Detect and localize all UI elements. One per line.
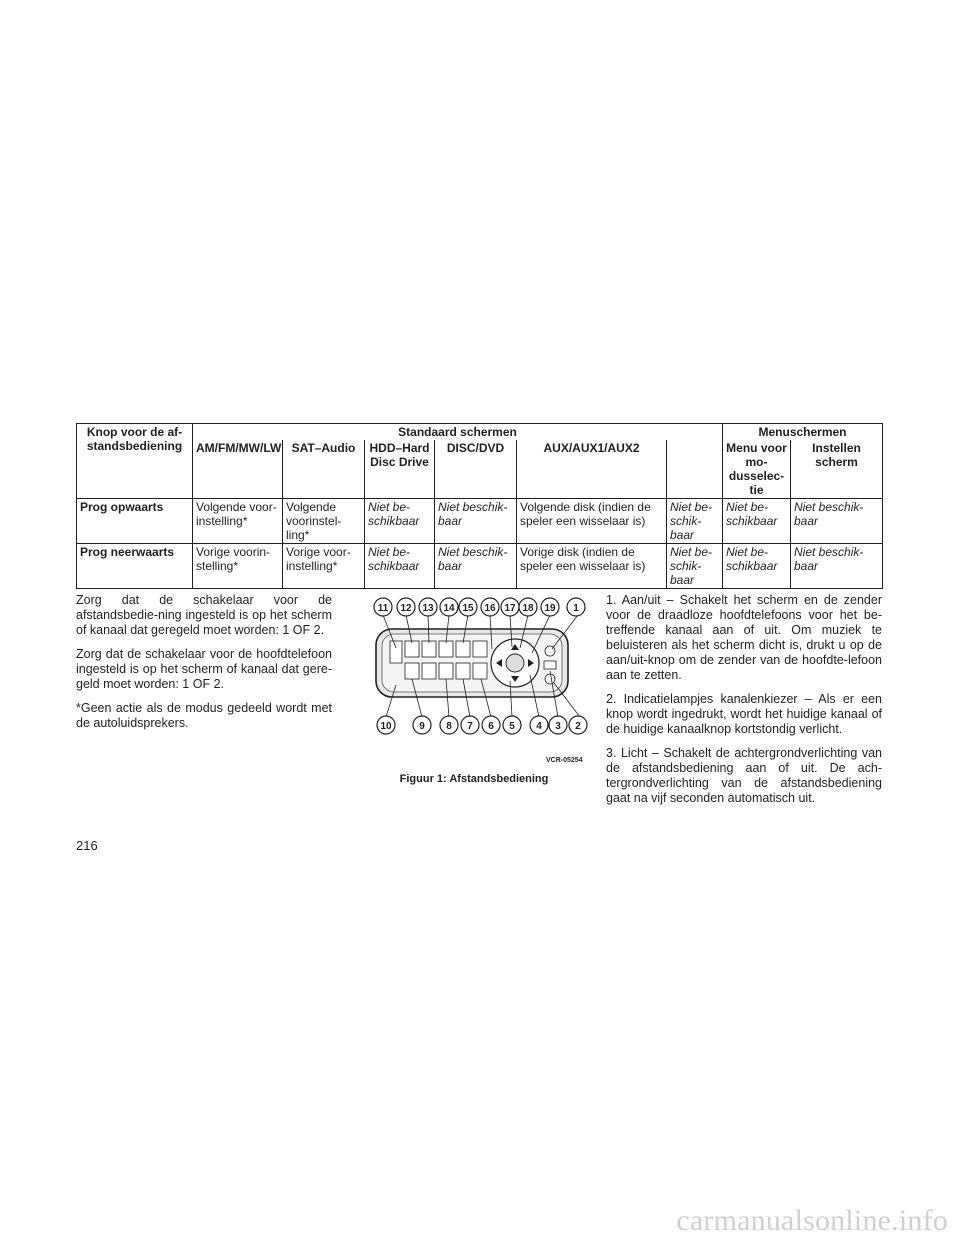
column-header: AM/FM/MW/LW	[193, 440, 283, 499]
callout-number: 5	[509, 721, 515, 732]
callout-number: 1	[573, 603, 579, 614]
paragraph: Zorg dat de schakelaar voor de hoofdtelefoon ingesteld is op het scherm of kanaal dat gere-geld moet worden: 1 OF 2.	[76, 647, 332, 691]
table-cell: Niet be-schikbaar	[723, 499, 791, 544]
table-cell: Vorige voor-instelling*	[283, 544, 365, 589]
table-cell: Vorige disk (indien de speler een wisselaar is)	[517, 544, 667, 589]
table-cell: Niet be-schikbaar	[723, 544, 791, 589]
callout-number: 8	[446, 721, 452, 732]
table-cell: Volgende disk (indien de speler een wisselaar is)	[517, 499, 667, 544]
table-row	[77, 544, 883, 589]
row-label: Prog neerwaarts	[77, 544, 193, 589]
table-cell: Vorige voorin-stelling*	[193, 544, 283, 589]
callout-number: 6	[488, 721, 494, 732]
callout-number: 13	[422, 603, 434, 614]
table-cell: Niet be-schik-baar	[667, 499, 723, 544]
callout-number: 12	[400, 603, 412, 614]
table-cell: Niet beschik-baar	[791, 499, 883, 544]
callout-number: 2	[575, 721, 581, 732]
callout-number: 11	[377, 603, 389, 614]
right-column-text	[606, 593, 882, 815]
paragraph: 2. Indicatielampjes kanalenkiezer – Als er een knop wordt ingedrukt, wordt het huidige kanaal of de huidige kanaalknop kortstondig verlicht.	[606, 692, 882, 736]
column-header	[667, 440, 723, 499]
paragraph: 1. Aan/uit – Schakelt het scherm en de zender voor de draadloze hoofdtelefoons voor het be-treffende kanaal aan of uit. Om muziek te beluisteren als het scherm dicht is, drukt u op de aan/uit-knop om de zender van de hoofdte-lefoon aan te zetten.	[606, 593, 882, 682]
paragraph: *Geen actie als de modus gedeeld wordt met de autoluidsprekers.	[76, 701, 332, 730]
callout-number: 16	[484, 603, 496, 614]
column-header: HDD–Hard Disc Drive	[365, 440, 435, 499]
table-cell: Niet be-schikbaar	[365, 544, 435, 589]
watermark: carmanualsonline.info	[676, 1204, 948, 1237]
column-header: Instellen scherm	[791, 440, 883, 499]
paragraph: 3. Licht – Schakelt de achtergrondverlichting van de afstandsbediening aan of uit. De ach-tergrondverlichting van de afstandsbediening gaat na vijf seconden automatisch uit.	[606, 746, 882, 805]
row-header-label: Knop voor de af-standsbediening	[77, 424, 193, 499]
callout-number: 17	[504, 603, 516, 614]
table-cell: Niet beschik-baar	[791, 544, 883, 589]
callout-number: 15	[462, 603, 474, 614]
table-cell: Niet beschik-baar	[435, 544, 517, 589]
remote-function-table	[76, 423, 883, 589]
callout-number: 19	[544, 603, 556, 614]
table-cell: Niet be-schikbaar	[365, 499, 435, 544]
column-header: Menu voor mo-dusselec-tie	[723, 440, 791, 499]
group-menu-header: Menuschermen	[723, 424, 883, 441]
left-column-text	[76, 593, 332, 740]
column-header: DISC/DVD	[435, 440, 517, 499]
callout-number: 3	[555, 721, 561, 732]
callout-number: 9	[419, 721, 425, 732]
column-header: AUX/AUX1/AUX2	[517, 440, 667, 499]
table-cell: Niet beschik-baar	[435, 499, 517, 544]
page-number: 216	[76, 838, 98, 853]
group-standard-header: Standaard schermen	[193, 424, 723, 441]
paragraph: Zorg dat de schakelaar voor de afstandsbedie-ning ingesteld is op het scherm of kanaal dat geregeld moet worden: 1 OF 2.	[76, 593, 332, 637]
figure-code: VCR-05254	[546, 757, 583, 764]
column-header: SAT–Audio	[283, 440, 365, 499]
callout-number: 18	[522, 603, 534, 614]
row-label: Prog opwaarts	[77, 499, 193, 544]
callout-number: 10	[380, 721, 392, 732]
table-cell: Volgende voor-instelling*	[193, 499, 283, 544]
callout-number: 7	[467, 721, 473, 732]
callout-number: 4	[536, 721, 542, 732]
table-cell: Volgende voorinstel-ling*	[283, 499, 365, 544]
callout-number: 14	[443, 603, 455, 614]
figure-caption: Figuur 1: Afstandsbediening	[399, 773, 549, 785]
table-row	[77, 499, 883, 544]
table-cell: Niet be-schik-baar	[667, 544, 723, 589]
